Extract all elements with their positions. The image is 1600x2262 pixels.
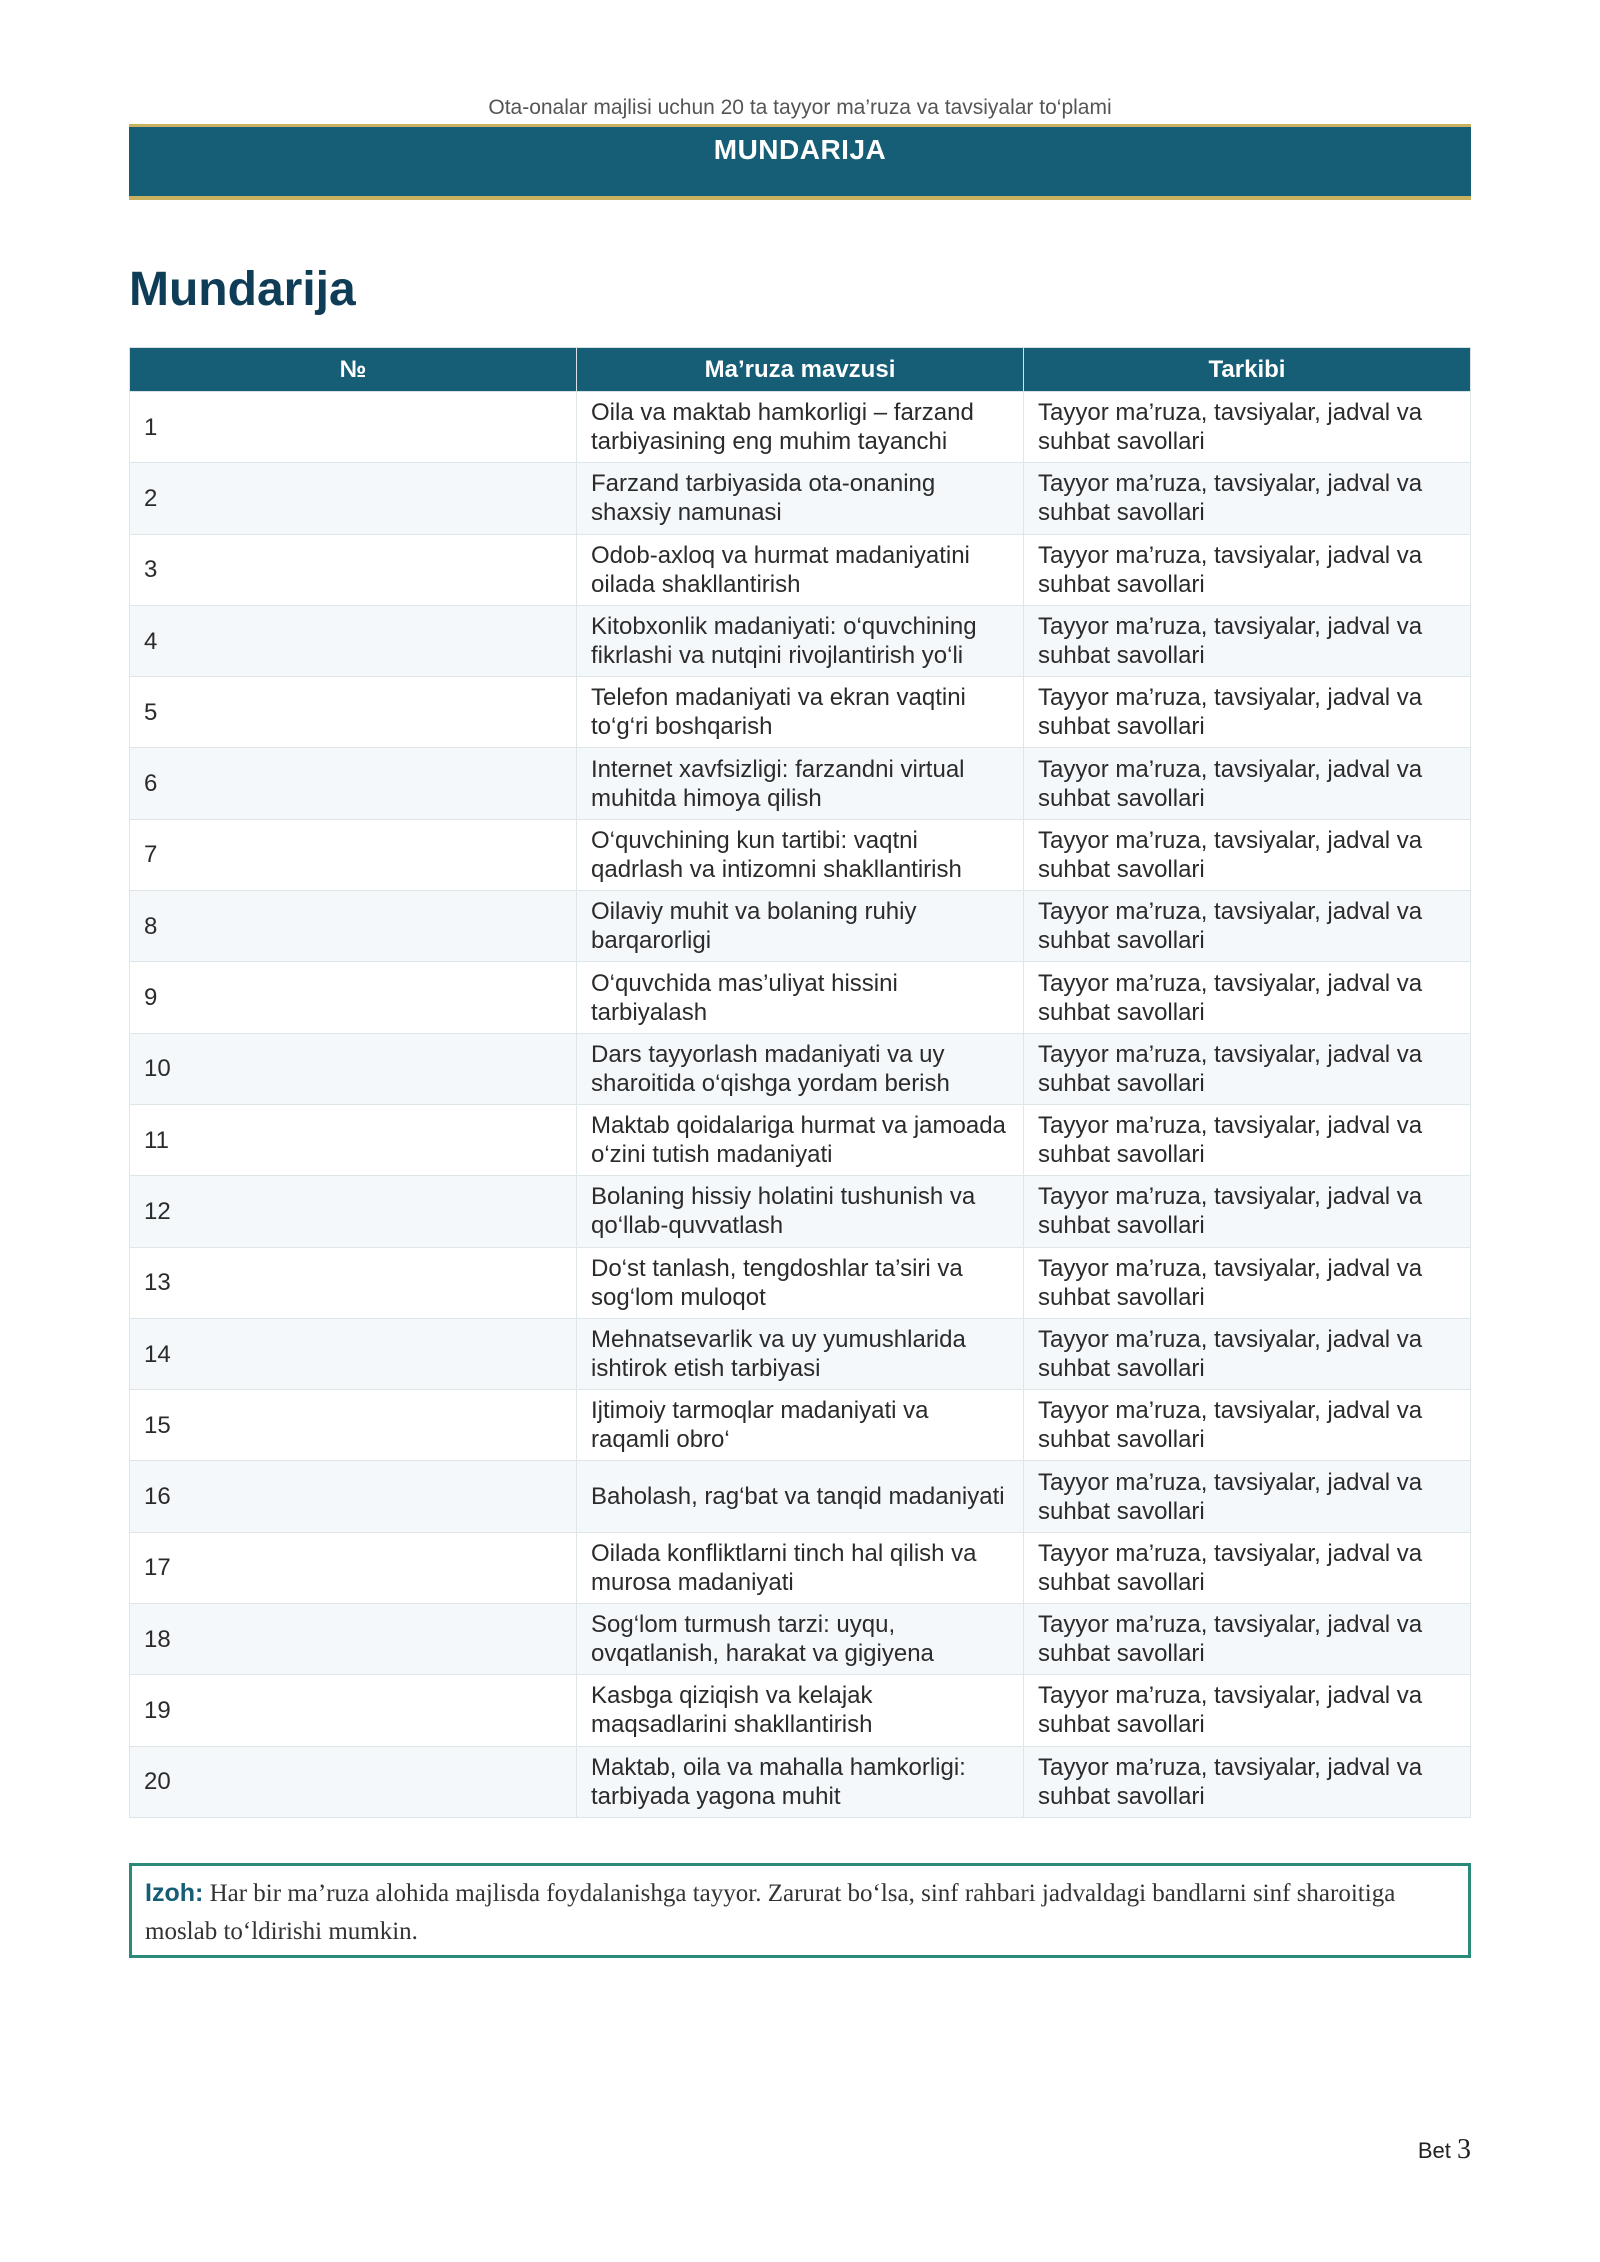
row-number: 7 — [130, 819, 577, 890]
row-number: 4 — [130, 605, 577, 676]
page-number-value: 3 — [1457, 2134, 1471, 2165]
row-number: 16 — [130, 1461, 577, 1532]
row-content: Tayyor ma’ruza, tavsiyalar, jadval va suhbat savollari — [1024, 962, 1471, 1033]
row-topic: Sog‘lom turmush tarzi: uyqu, ovqatlanish, harakat va gigiyena — [577, 1604, 1024, 1675]
table-row — [130, 1604, 1471, 1675]
row-content: Tayyor ma’ruza, tavsiyalar, jadval va suhbat savollari — [1024, 1318, 1471, 1389]
row-topic: Ijtimoiy tarmoqlar madaniyati va raqamli obro‘ — [577, 1390, 1024, 1461]
row-topic: Maktab qoidalariga hurmat va jamoada o‘zini tutish madaniyati — [577, 1104, 1024, 1175]
row-topic: Farzand tarbiyasida ota-onaning shaxsiy namunasi — [577, 463, 1024, 534]
table-row — [130, 463, 1471, 534]
row-number: 13 — [130, 1247, 577, 1318]
table-row — [130, 1461, 1471, 1532]
row-topic: O‘quvchida mas’uliyat hissini tarbiyalash — [577, 962, 1024, 1033]
column-header-topic: Ma’ruza mavzusi — [577, 348, 1024, 392]
row-topic: Maktab, oila va mahalla hamkorligi: tarbiyada yagona muhit — [577, 1746, 1024, 1817]
table-row — [130, 677, 1471, 748]
table-row — [130, 1390, 1471, 1461]
row-content: Tayyor ma’ruza, tavsiyalar, jadval va suhbat savollari — [1024, 1176, 1471, 1247]
page-title: Mundarija — [129, 263, 356, 316]
row-number: 19 — [130, 1675, 577, 1746]
row-content: Tayyor ma’ruza, tavsiyalar, jadval va suhbat savollari — [1024, 1104, 1471, 1175]
row-topic: Oilaviy muhit va bolaning ruhiy barqarorligi — [577, 891, 1024, 962]
row-number: 2 — [130, 463, 577, 534]
row-number: 17 — [130, 1532, 577, 1603]
table-body — [130, 392, 1471, 1818]
row-number: 8 — [130, 891, 577, 962]
row-content: Tayyor ma’ruza, tavsiyalar, jadval va suhbat savollari — [1024, 1746, 1471, 1817]
table-row — [130, 1176, 1471, 1247]
row-topic: Kasbga qiziqish va kelajak maqsadlarini shakllantirish — [577, 1675, 1024, 1746]
row-content: Tayyor ma’ruza, tavsiyalar, jadval va suhbat savollari — [1024, 891, 1471, 962]
row-content: Tayyor ma’ruza, tavsiyalar, jadval va suhbat savollari — [1024, 748, 1471, 819]
row-number: 5 — [130, 677, 577, 748]
row-content: Tayyor ma’ruza, tavsiyalar, jadval va suhbat savollari — [1024, 463, 1471, 534]
row-content: Tayyor ma’ruza, tavsiyalar, jadval va suhbat savollari — [1024, 1033, 1471, 1104]
row-number: 11 — [130, 1104, 577, 1175]
row-content: Tayyor ma’ruza, tavsiyalar, jadval va suhbat savollari — [1024, 392, 1471, 463]
row-content: Tayyor ma’ruza, tavsiyalar, jadval va suhbat savollari — [1024, 605, 1471, 676]
row-number: 15 — [130, 1390, 577, 1461]
row-number: 14 — [130, 1318, 577, 1389]
table-row — [130, 605, 1471, 676]
row-number: 6 — [130, 748, 577, 819]
row-topic: Mehnatsevarlik va uy yumushlarida ishtirok etish tarbiyasi — [577, 1318, 1024, 1389]
row-topic: Kitobxonlik madaniyati: o‘quvchining fikrlashi va nutqini rivojlantirish yo‘li — [577, 605, 1024, 676]
table-row — [130, 1247, 1471, 1318]
row-topic: Oilada konfliktlarni tinch hal qilish va murosa madaniyati — [577, 1532, 1024, 1603]
row-content: Tayyor ma’ruza, tavsiyalar, jadval va suhbat savollari — [1024, 1461, 1471, 1532]
table-row — [130, 748, 1471, 819]
table-row — [130, 891, 1471, 962]
note-text: Har bir ma’ruza alohida majlisda foydalanishga tayyor. Zarurat bo‘lsa, sinf rahbari jadvaldagi bandlarni sinf sharoitiga moslab to‘ldirishi mumkin. — [145, 1880, 1396, 1945]
table-row — [130, 962, 1471, 1033]
column-header-number: № — [130, 348, 577, 392]
row-number: 18 — [130, 1604, 577, 1675]
table-row — [130, 1532, 1471, 1603]
row-number: 10 — [130, 1033, 577, 1104]
table-row — [130, 819, 1471, 890]
row-content: Tayyor ma’ruza, tavsiyalar, jadval va suhbat savollari — [1024, 819, 1471, 890]
table-of-contents — [129, 347, 1471, 1818]
row-content: Tayyor ma’ruza, tavsiyalar, jadval va suhbat savollari — [1024, 1532, 1471, 1603]
page-label: Bet — [1417, 2138, 1451, 2163]
table-row — [130, 1675, 1471, 1746]
row-topic: Bolaning hissiy holatini tushunish va qo‘llab-quvvatlash — [577, 1176, 1024, 1247]
note-label: Izoh: — [145, 1879, 204, 1907]
running-header: Ota-onalar majlisi uchun 20 ta tayyor ma’ruza va tavsiyalar to‘plami — [488, 96, 1112, 119]
row-number: 1 — [130, 392, 577, 463]
row-topic: Baholash, rag‘bat va tanqid madaniyati — [577, 1461, 1024, 1532]
row-number: 12 — [130, 1176, 577, 1247]
chapter-banner: MUNDARIJA — [129, 124, 1471, 200]
row-content: Tayyor ma’ruza, tavsiyalar, jadval va suhbat savollari — [1024, 677, 1471, 748]
table-row — [130, 534, 1471, 605]
note-box — [129, 1863, 1471, 1958]
row-number: 9 — [130, 962, 577, 1033]
page-number — [1418, 2134, 1471, 2166]
row-content: Tayyor ma’ruza, tavsiyalar, jadval va suhbat savollari — [1024, 1604, 1471, 1675]
row-topic: Oila va maktab hamkorligi – farzand tarbiyasining eng muhim tayanchi — [577, 392, 1024, 463]
row-number: 20 — [130, 1746, 577, 1817]
table-header-row — [130, 348, 1471, 392]
row-topic: Dars tayyorlash madaniyati va uy sharoitida o‘qishga yordam berish — [577, 1033, 1024, 1104]
row-content: Tayyor ma’ruza, tavsiyalar, jadval va suhbat savollari — [1024, 1247, 1471, 1318]
row-number: 3 — [130, 534, 577, 605]
table-row — [130, 1104, 1471, 1175]
table-row — [130, 1746, 1471, 1817]
row-topic: Do‘st tanlash, tengdoshlar ta’siri va sog‘lom muloqot — [577, 1247, 1024, 1318]
table-row — [130, 1318, 1471, 1389]
row-content: Tayyor ma’ruza, tavsiyalar, jadval va suhbat savollari — [1024, 1390, 1471, 1461]
row-content: Tayyor ma’ruza, tavsiyalar, jadval va suhbat savollari — [1024, 534, 1471, 605]
row-topic: Internet xavfsizligi: farzandni virtual muhitda himoya qilish — [577, 748, 1024, 819]
row-topic: Odob-axloq va hurmat madaniyatini oilada shakllantirish — [577, 534, 1024, 605]
column-header-content: Tarkibi — [1024, 348, 1471, 392]
table-row — [130, 1033, 1471, 1104]
row-topic: O‘quvchining kun tartibi: vaqtni qadrlash va intizomni shakllantirish — [577, 819, 1024, 890]
table-row — [130, 392, 1471, 463]
row-topic: Telefon madaniyati va ekran vaqtini to‘g‘ri boshqarish — [577, 677, 1024, 748]
row-content: Tayyor ma’ruza, tavsiyalar, jadval va suhbat savollari — [1024, 1675, 1471, 1746]
